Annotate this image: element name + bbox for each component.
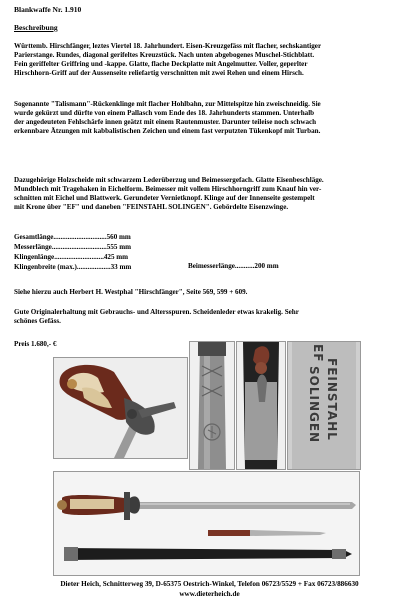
text-line: Mundblech mit Tragehaken in Eichelform. Beimesser mit vollem Hirschhorngriff zum Knauf hin ver- [14, 185, 322, 193]
photo-scabbard-locket [236, 341, 286, 470]
text-line: erkennbare Ätzungen mit kabbalistischen Zeichen und einem fast verputzten Tükenkopf mit Turban. [14, 127, 321, 135]
text-line: Württemb. Hirschfänger, leztes Viertel 18. Jahrhundert. Eisen-Kreuzgefäss mit flacher, sechskantiger [14, 42, 322, 50]
text-line: Gute Originalerhaltung mit Gebrauchs- und Altersspuren. Scheidenleder etwas krakelig. Sehr [14, 308, 299, 316]
photo-full-set [53, 471, 360, 576]
measurements [14, 232, 131, 272]
spec-blade-length: Klingenlänge............................425 mm [14, 253, 129, 261]
hilt-illustration [54, 358, 187, 458]
full-set-illustration [54, 472, 359, 575]
spec-blade-width: Klingenbreite (max.)...................33 mm [14, 263, 132, 271]
footer-address: Dieter Heich, Schnitterweg 39, D-65375 Oestrich-Winkel, Telefon 06723/5529 + Fax 06723/886630 [60, 580, 359, 588]
reference-text: Siehe hierzu auch Herbert H. Westphal "Hirschfänger", Seite 569, 599 + 609. [14, 288, 248, 296]
text-line: Dazugehörige Holzscheide mit schwarzem Lederüberzug und Beimessergefach. Glatte Eisenbeschläge. [14, 176, 324, 184]
text-line: schnitten mit Eichel und Blattwerk. Gerundeter Vernietknopf. Klinge auf der Innenseite gestempelt [14, 194, 315, 202]
section-title: Beschreibung [14, 23, 58, 32]
locket-illustration [237, 342, 285, 469]
text-line: der angedeuteten Fehlschärfe innen geätzt mit einem Rautenmuster. Darunter teileise noch schwach [14, 118, 317, 126]
stamp-line-2: SOLINGEN [307, 366, 321, 444]
text-line: Fein geriffelter Griffring und -kappe. Glatte, flache Deckplatte mit Angelmutter. Voller, geperlter [14, 60, 308, 68]
text-line: mit Krone über "EF" und daneben "FEINSTAHL SOLINGEN". Gebördelte Eisenzwinge. [14, 203, 289, 211]
spec-side-knife-length: Beimesserlänge...........200 mm [188, 262, 279, 270]
photo-blade-stamp [287, 341, 361, 470]
text-line: Parierstange. Rundes, diagonal gerifeltes Kreuzstück. Nach unten abgebogenes Muschel-Stichblatt. [14, 51, 315, 59]
stamp-line-1: FEINSTAHL [325, 358, 339, 441]
text-line: schönes Gefäss. [14, 317, 61, 325]
condition-text [14, 308, 406, 326]
stamp-mark: EF [311, 344, 325, 363]
text-line: wurde gekürzt und dürfte von einem Pallasch vom Ende des 18. Jahrhunderts stammen. Unterhalb [14, 109, 315, 117]
text-line: Sogenannte "Talismann"-Rückenklinge mit flacher Hohlbahn, zur Mittelspitze hin zweischneidig. Sie [14, 100, 321, 108]
description-blade [14, 100, 406, 136]
footer-website-link[interactable]: www.dieterheich.de [179, 590, 240, 598]
description-hilt [14, 42, 406, 78]
text-line: Hirschhorn-Griff auf der Aussenseite reliefartig verschnitten mit zwei Rehen und einem Hirsch. [14, 69, 304, 77]
description-scabbard [14, 176, 406, 212]
spec-knife-length: Messerlänge...............................555 mm [14, 243, 132, 251]
price: Preis 1.680,- € [14, 340, 57, 348]
stamp-illustration [288, 342, 360, 469]
item-number: Blankwaffe Nr. 1.910 [14, 5, 82, 14]
blade-illustration [190, 342, 234, 469]
spec-total-length: Gesamtlänge..............................560 mm [14, 233, 131, 241]
photo-hilt-closeup [53, 357, 188, 459]
photo-blade-etching [189, 341, 235, 470]
